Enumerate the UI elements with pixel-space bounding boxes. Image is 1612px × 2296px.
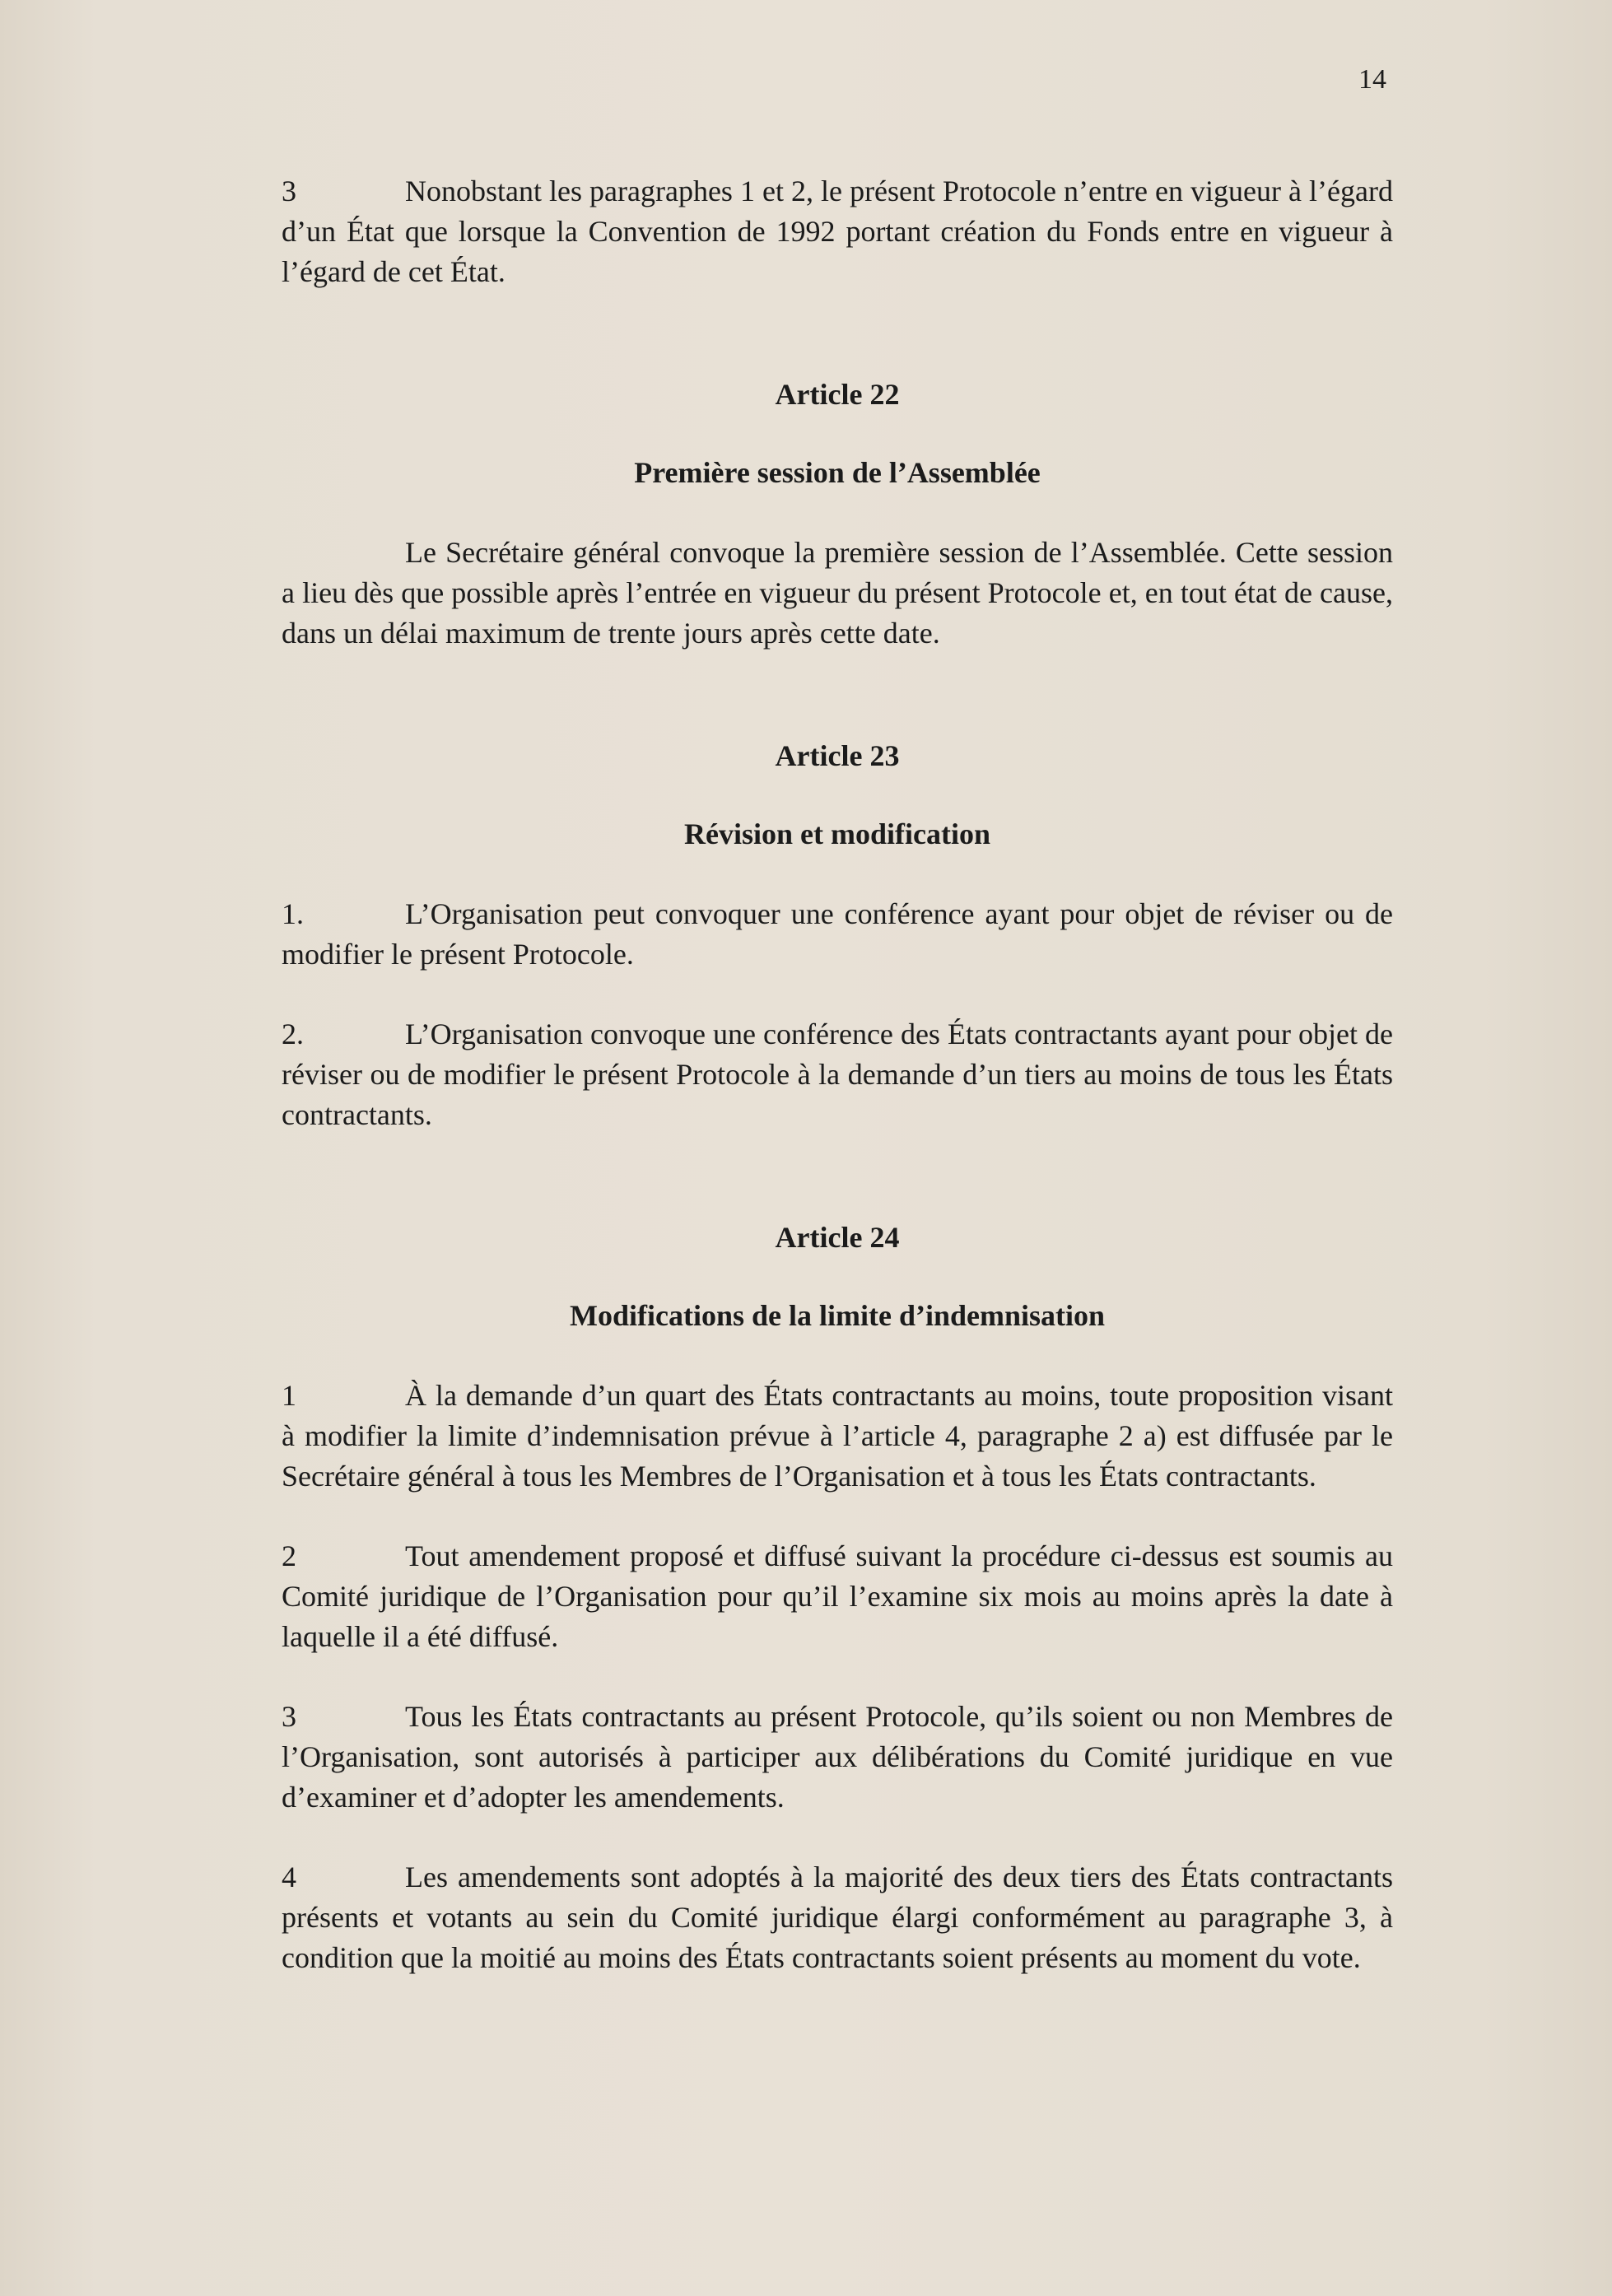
article-24-paragraph-3 bbox=[282, 1697, 1393, 1818]
paragraph-text: Tout amendement proposé et diffusé suivant la procédure ci-dessus est soumis au Comité juridique de l’Organisation pour qu’il l’examine six mois au moins après la date à laquelle il a été diffusé. bbox=[282, 1539, 1393, 1653]
article-24-paragraph-4 bbox=[282, 1857, 1393, 1978]
article-23-number: Article 23 bbox=[775, 739, 900, 772]
document-body bbox=[282, 171, 1393, 1978]
paragraph-number: 1 bbox=[282, 1379, 296, 1412]
article-24-title: Modifications de la limite d’indemnisation bbox=[569, 1299, 1106, 1332]
paragraph-number: 2 bbox=[282, 1539, 296, 1572]
article-24-number: Article 24 bbox=[775, 1221, 900, 1254]
paragraph-text: L’Organisation peut convoquer une conférence ayant pour objet de réviser ou de modifier le présent Protocole. bbox=[282, 897, 1393, 971]
article-22-title: Première session de l’Assemblée bbox=[634, 456, 1041, 489]
paragraph-3 bbox=[282, 171, 1393, 292]
paragraph-text: Les amendements sont adoptés à la majorité des deux tiers des États contractants présents et votants au sein du Comité juridique élargi conformément au paragraphe 3, à condition que la moitié au moins des États contractants soient présents au moment du vote. bbox=[282, 1861, 1393, 1974]
paragraph-number: 1. bbox=[282, 897, 304, 930]
article-24-paragraph-1 bbox=[282, 1376, 1393, 1497]
paragraph-text: L’Organisation convoque une conférence des États contractants ayant pour objet de réviser ou de modifier le présent Protocole à la demande d’un tiers au moins de tous les États contractants. bbox=[282, 1018, 1393, 1131]
paragraph-number: 3 bbox=[282, 175, 296, 207]
article-23-title: Révision et modification bbox=[684, 817, 990, 850]
paragraph-text: À la demande d’un quart des États contractants au moins, toute proposition visant à modifier la limite d’indemnisation prévue à l’article 4, paragraphe 2 a) est diffusée par le Secrétaire général à tous les Membres de l’Organisation et à tous les États contractants. bbox=[282, 1379, 1393, 1493]
article-22-number: Article 22 bbox=[775, 378, 900, 411]
article-24-paragraph-2 bbox=[282, 1536, 1393, 1657]
paragraph-text: Nonobstant les paragraphes 1 et 2, le présent Protocole n’entre en vigueur à l’égard d’un État que lorsque la Convention de 1992 portant création du Fonds entre en vigueur à l’égard de cet État. bbox=[282, 175, 1393, 288]
paragraph-number: 3 bbox=[282, 1700, 296, 1733]
article-23-paragraph-1 bbox=[282, 894, 1393, 975]
paragraph-number: 4 bbox=[282, 1861, 296, 1893]
paragraph-text: Tous les États contractants au présent Protocole, qu’ils soient ou non Membres de l’Organisation, sont autorisés à participer aux délibérations du Comité juridique en vue d’examiner et d’adopter les amendements. bbox=[282, 1700, 1393, 1814]
article-22-text: Le Secrétaire général convoque la première session de l’Assemblée. Cette session a lieu dès que possible après l’entrée en vigueur du présent Protocole et, en tout état de cause, dans un délai maximum de trente jours après cette date. bbox=[282, 536, 1393, 650]
article-23-paragraph-2 bbox=[282, 1014, 1393, 1135]
page-number: 14 bbox=[1358, 64, 1386, 95]
paragraph-number: 2. bbox=[282, 1018, 304, 1050]
